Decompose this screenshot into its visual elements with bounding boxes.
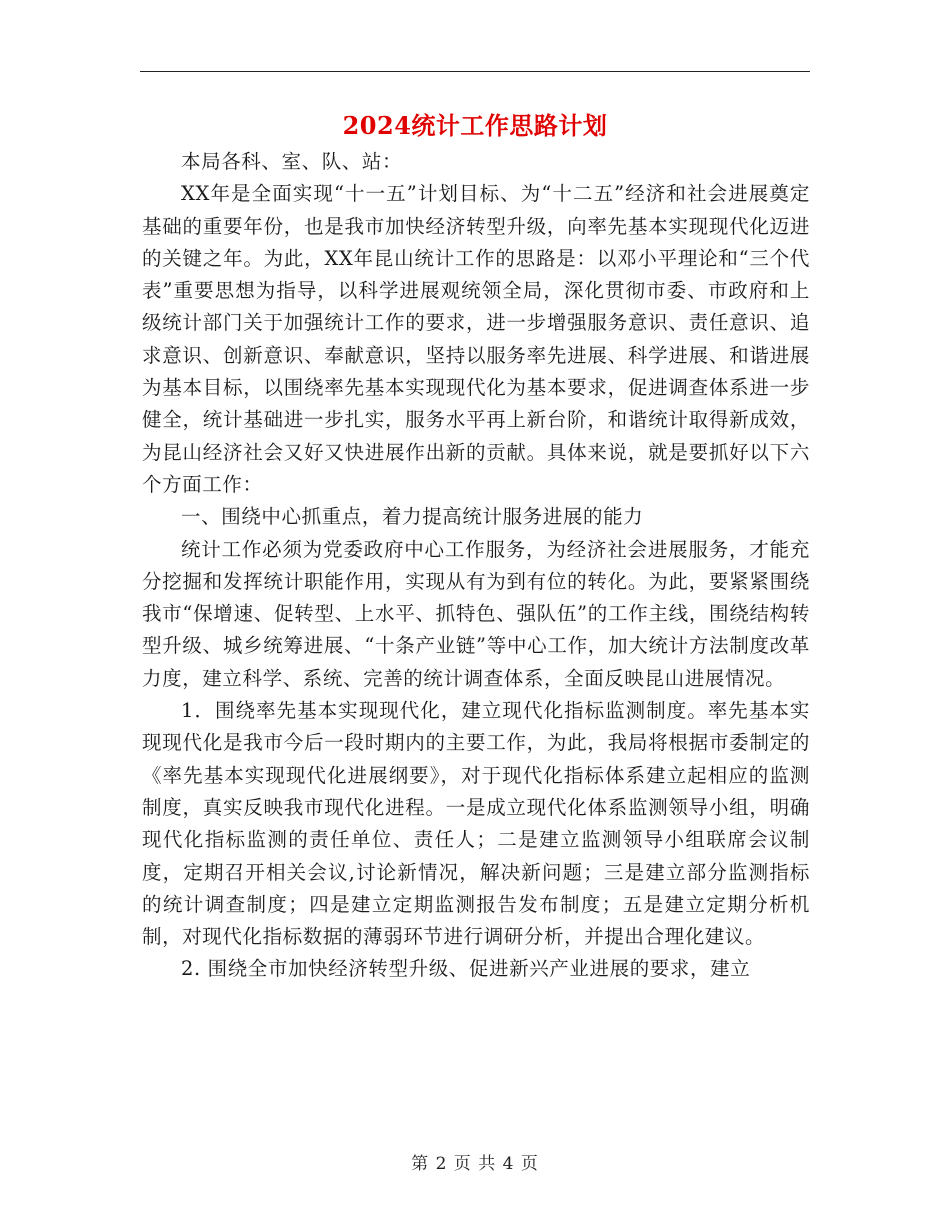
document-title: 2024统计工作思路计划 — [342, 111, 608, 140]
document-body — [142, 146, 810, 986]
header-rule — [140, 71, 810, 72]
section-1-paragraph: 统计工作必须为党委政府中心工作服务，为经济社会进展服务，才能充分挖掘和发挥统计职能作用，实现从有为到有位的转化。为此，要紧紧围绕我市“保增速、促转型、上水平、抓特色、强队伍”的工作主线，围绕结构转型升级、城乡统筹进展、“十条产业链”等中心工作，加大统计方法制度改革力度，建立科学、系统、完善的统计调查体系，全面反映昆山进展情况。 — [142, 537, 810, 690]
item-2-paragraph: 2. 围绕全市加快经济转型升级、促进新兴产业进展的要求，建立 — [181, 957, 751, 981]
intro-paragraph: XX年是全面实现“十一五”计划目标、为“十二五”经济和社会进展奠定基础的重要年份，也是我市加快经济转型升级，向率先基本实现现代化迈进的关键之年。为此，XX年昆山统计工作的思路是：以邓小平理论和“三个代表”重要思想为指导，以科学进展观统领全局，深化贯彻市委、市政府和上级统计部门关于加强统计工作的要求，进一步增强服务意识、责任意识、追求意识、创新意识、奉献意识，坚持以服务率先进展、科学进展、和谐进展为基本目标，以围绕率先基本实现现代化为基本要求，促进调查体系进一步健全，统计基础进一步扎实，服务水平再上新台阶，和谐统计取得新成效，为昆山经济社会又好又快进展作出新的贡献。具体来说，就是要抓好以下六个方面工作： — [142, 182, 810, 496]
page-number-footer: 第 2 页 共 4 页 — [411, 1154, 539, 1174]
salutation: 本局各科、室、队、站： — [181, 150, 403, 173]
section-heading-1: 一、围绕中心抓重点，着力提高统计服务进展的能力 — [181, 505, 644, 529]
item-1-paragraph: 1．围绕率先基本实现现代化，建立现代化指标监测制度。率先基本实现现代化是我市今后一段时期内的主要工作，为此，我局将根据市委制定的《率先基本实现现代化进展纲要》，对于现代化指标体系建立起相应的监测制度，真实反映我市现代化进程。一是成立现代化体系监测领导小组，明确现代化指标监测的责任单位、责任人；二是建立监测领导小组联席会议制度，定期召开相关会议,讨论新情况，解决新问题；三是建立部分监测指标的统计调查制度；四是建立定期监测报告发布制度；五是建立定期分析机制，对现代化指标数据的薄弱环节进行调研分析，并提出合理化建议。 — [142, 699, 810, 949]
